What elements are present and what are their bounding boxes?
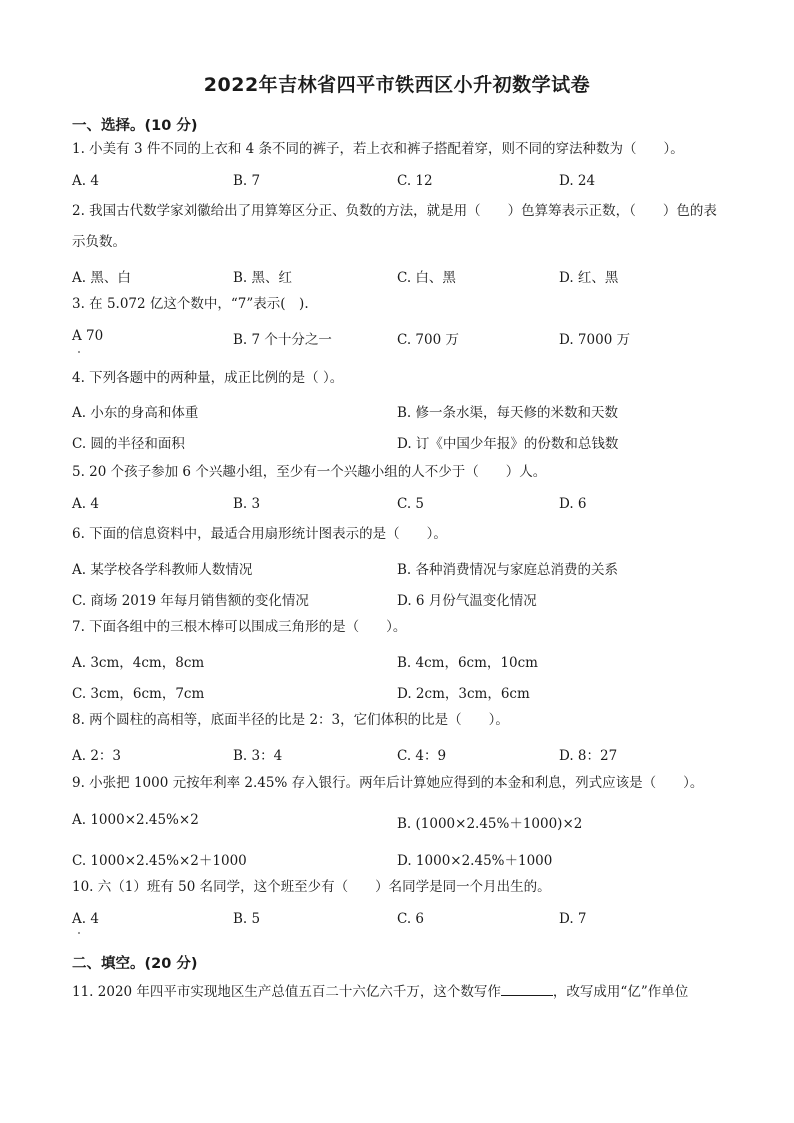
page-title: 2022年吉林省四平市铁西区小升初数学试卷 [203, 74, 591, 96]
option-8a: A. 2：3 [72, 748, 122, 764]
question-11-text-after: ，改写成用“亿”作单位 [552, 984, 689, 1000]
option-7b: B. 4cm，6cm，10cm [397, 655, 538, 671]
option-2d: D. 红、黑 [559, 270, 619, 286]
option-6b: B. 各种消费情况与家庭总消费的关系 [397, 562, 619, 578]
option-6a: A. 某学校各学科教师人数情况 [72, 562, 253, 578]
option-5a: A. 4 [72, 496, 99, 512]
question-1: 1. 小美有 3 件不同的上衣和 4 条不同的裤子，若上衣和裤子搭配着穿，则不同的穿法种数为（ ）。 [72, 141, 684, 157]
question-3: 3. 在 5.072 亿这个数中，“7”表示( ). [72, 296, 309, 312]
option-4a: A. 小东的身高和体重 [72, 405, 199, 421]
option-4c: C. 圆的半径和面积 [72, 436, 185, 452]
option-10c: C. 6 [397, 911, 425, 927]
question-4: 4. 下列各题中的两种量，成正比例的是（ ）。 [72, 370, 344, 386]
option-9a: A. 1000×2.45%×2 [72, 812, 199, 828]
option-3b: B. 7 个十分之一 [233, 332, 332, 348]
option-3a: A 70 [72, 328, 104, 344]
option-5c: C. 5 [397, 496, 425, 512]
scan-speck [78, 932, 80, 934]
question-6: 6. 下面的信息资料中，最适合用扇形统计图表示的是（ ）。 [72, 526, 447, 542]
option-8d: D. 8：27 [559, 748, 618, 764]
option-8c: C. 4：9 [397, 748, 447, 764]
option-9d: D. 1000×2.45%＋1000 [397, 853, 553, 869]
option-7d: D. 2cm，3cm，6cm [397, 686, 530, 702]
question-8: 8. 两个圆柱的高相等，底面半径的比是 2：3，它们体积的比是（ ）。 [72, 712, 509, 728]
question-11-text-before: 11. 2020 年四平市实现地区生产总值五百二十六亿六千万，这个数写作 [72, 984, 501, 1000]
option-3c: C. 700 万 [397, 332, 459, 348]
option-10d: D. 7 [559, 911, 587, 927]
option-1b: B. 7 [233, 173, 261, 189]
option-4d: D. 订《中国少年报》的份数和总钱数 [397, 436, 619, 452]
option-9c: C. 1000×2.45%×2＋1000 [72, 853, 247, 869]
question-9: 9. 小张把 1000 元按年利率 2.45% 存入银行。两年后计算她应得到的本金和利息，列式应该是（ ）。 [72, 775, 704, 791]
option-4b: B. 修一条水渠，每天修的米数和天数 [397, 405, 619, 421]
option-9b: B. (1000×2.45%＋1000)×2 [397, 816, 583, 832]
option-2b: B. 黑、红 [233, 270, 293, 286]
option-6d: D. 6 月份气温变化情况 [397, 593, 537, 609]
question-5: 5. 20 个孩子参加 6 个兴趣小组，至少有一个兴趣小组的人不少于（ ）人。 [72, 464, 547, 480]
option-7c: C. 3cm，6cm，7cm [72, 686, 205, 702]
option-10a: A. 4 [72, 911, 99, 927]
option-1d: D. 24 [559, 173, 596, 189]
option-7a: A. 3cm，4cm，8cm [72, 655, 205, 671]
scan-speck [78, 351, 80, 353]
answer-blank[interactable] [501, 983, 553, 996]
question-2: 2. 我国古代数学家刘徽给出了用算筹区分正、负数的方法，就是用（ ）色算筹表示正数，（ ）色的表示负数。 [72, 203, 717, 250]
option-8b: B. 3：4 [233, 748, 283, 764]
option-1c: C. 12 [397, 173, 433, 189]
option-2c: C. 白、黑 [397, 270, 456, 286]
option-6c: C. 商场 2019 年每月销售额的变化情况 [72, 593, 309, 609]
option-5d: D. 6 [559, 496, 587, 512]
section-heading-fill: 二、填空。(20 分) [72, 956, 198, 972]
question-11 [72, 977, 722, 1008]
option-2a: A. 黑、白 [72, 270, 131, 286]
option-1a: A. 4 [72, 173, 99, 189]
option-10b: B. 5 [233, 911, 261, 927]
option-3d: D. 7000 万 [559, 332, 631, 348]
section-heading-choice: 一、选择。(10 分) [72, 118, 198, 134]
option-5b: B. 3 [233, 496, 261, 512]
question-10: 10. 六（1）班有 50 名同学，这个班至少有（ ）名同学是同一个月出生的。 [72, 879, 551, 895]
question-7: 7. 下面各组中的三根木棒可以围成三角形的是（ ）。 [72, 619, 407, 635]
